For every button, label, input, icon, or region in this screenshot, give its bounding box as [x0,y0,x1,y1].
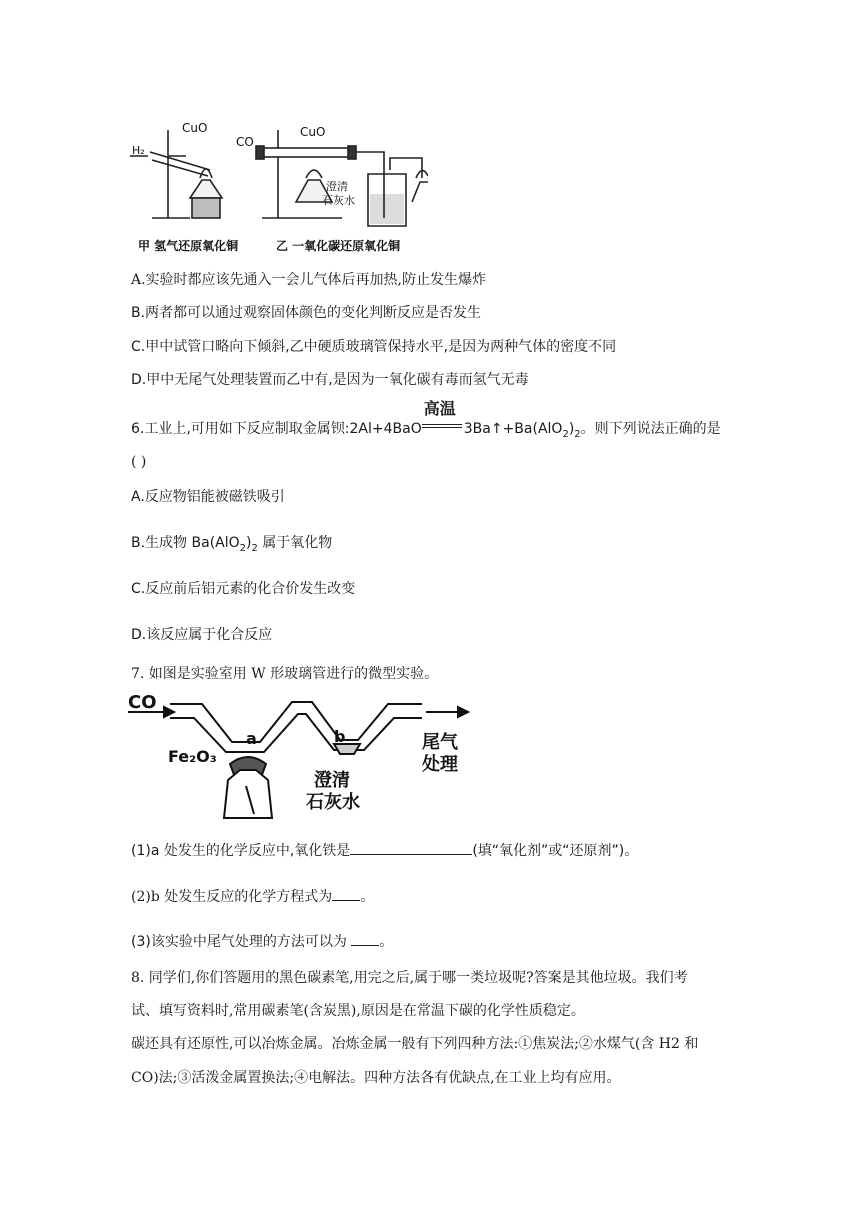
q6-option-d: D.该反应属于化合反应 [131,627,273,643]
label-limewater-1: 澄清 [326,180,348,193]
label-h2: H₂ [132,144,145,157]
w-tube-a-label: a [246,729,257,748]
q7-stem: 7. 如图是实验室用 W 形玻璃管进行的微型实验。 [131,666,439,682]
caption-right: 乙 一氧化碳还原氧化铜 [276,239,401,253]
q8-line-2: 试、填写资料时,常用碳素笔(含炭黑),原因是在常温下碳的化学性质稳定。 [131,1003,585,1019]
caption-left: 甲 氢气还原氧化铜 [138,239,239,253]
q5-option-b: B.两者都可以通过观察固体颜色的变化判断反应是否发生 [131,305,482,321]
reduction-apparatus-figure [128,118,428,260]
q6-stem-after: $3Ba↑+Ba(AlO_2)_2$。则下列说法正确的是 [463,421,721,440]
q7-sub1: (1)a 处发生的化学反应中,氧化铁是 (填“氧化剂”或“还原剂”)。 [131,840,638,861]
q6-option-c: C.反应前后铝元素的化合价发生改变 [131,581,356,597]
label-limewater-2: 石灰水 [322,194,355,207]
q7-sub2: (2)b 处发生反应的化学方程式为 。 [131,886,374,907]
label-co: CO [236,135,254,149]
w-tube-b-label: b [334,727,346,746]
w-tube-lime-label-2: 石灰水 [306,792,360,813]
q8-line-4: CO)法;③活泼金属置换法;④电解法。四种方法各有优缺点,在工业上均有应用。 [131,1070,621,1086]
q5-option-d: D.甲中无尾气处理装置而乙中有,是因为一氧化碳有毒而氢气无毒 [131,372,529,388]
label-cuo-right: CuO [300,125,326,139]
q6-option-a: A.反应物铝能被磁铁吸引 [131,489,285,505]
w-tube-fe2o3-label: Fe₂O₃ [168,747,217,766]
q7-sub2-blank[interactable] [332,886,360,901]
q7-sub1-blank[interactable] [350,840,472,855]
label-cuo-left: CuO [182,121,208,135]
q6-option-b: B.生成物 $Ba(AlO_2)_2$ 属于氧化物 [131,535,333,554]
q8-line-3: 碳还具有还原性,可以冶炼金属。冶炼金属一般有下列四种方法:①焦炭法;②水煤气(含 H2 和 [131,1036,699,1052]
q6-condition-text: 高温 [423,399,456,418]
q7-sub3: (3)该实验中尾气处理的方法可以为 。 [131,931,393,952]
w-tube-co-label: CO [128,692,157,713]
q5-option-c: C.甲中试管口略向下倾斜,乙中硬质玻璃管保持水平,是因为两种气体的密度不同 [131,339,617,355]
q6-answer-paren: ( ) [131,454,147,470]
w-tube-figure [128,690,478,825]
w-tube-tail-label-1: 尾气 [422,732,458,753]
q6-reaction-condition [422,399,464,439]
w-tube-tail-label-2: 处理 [422,754,458,775]
q6-stem-before: 6.工业上,可用如下反应制取金属钡:2Al+4BaO [131,421,422,437]
q7-sub3-blank[interactable] [351,931,379,946]
q5-option-a: A.实验时都应该先通入一会儿气体后再加热,防止发生爆炸 [131,272,487,288]
w-tube-lime-label-1: 澄清 [314,770,350,791]
q8-line-1: 8. 同学们,你们答题用的黑色碳素笔,用完之后,属于哪一类垃圾呢?答案是其他垃圾。我们考 [131,970,688,986]
q6-stem [131,399,721,445]
